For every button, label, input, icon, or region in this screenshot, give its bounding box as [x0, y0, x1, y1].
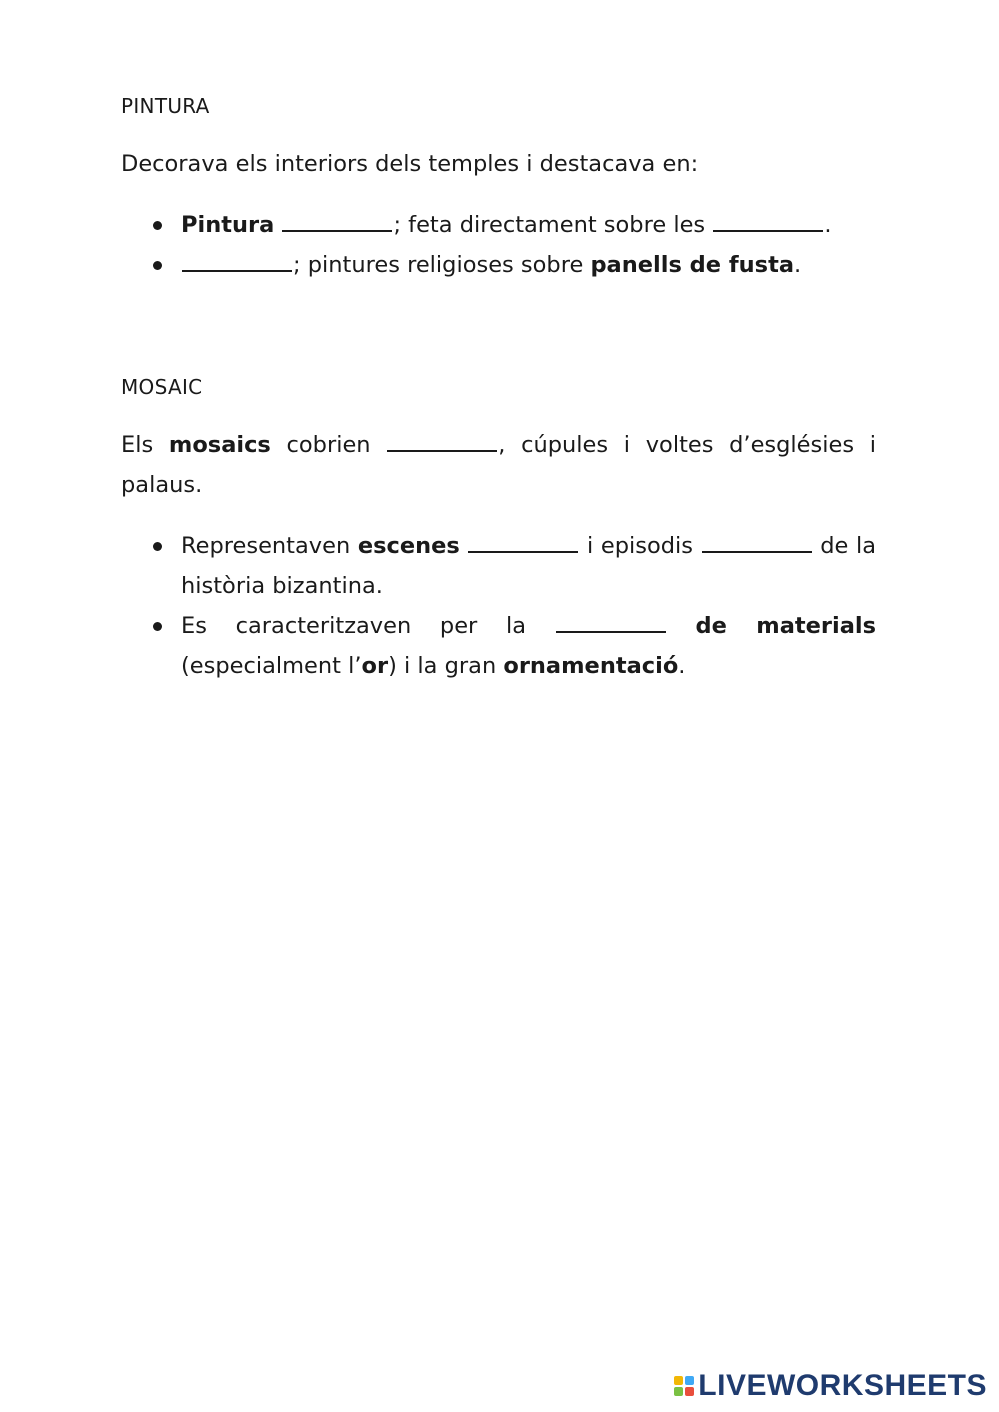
logo-text: LIVEWORKSHEETS — [698, 1369, 987, 1402]
section-heading-mosaic: MOSAIC — [121, 375, 203, 399]
section-heading-pintura: PINTURA — [121, 94, 210, 118]
blank-pintura-surface[interactable] — [713, 212, 823, 232]
logo-mark-icon — [674, 1376, 694, 1396]
mosaic-item-text: i episodis — [587, 533, 693, 559]
bullet-icon — [153, 622, 162, 631]
logo-square-icon — [685, 1387, 694, 1396]
punctuation: . — [794, 252, 802, 278]
blank-mosaic-walls[interactable] — [387, 432, 497, 452]
term-pintura: Pintura — [181, 212, 275, 238]
mosaic-item-text: ) i la gran — [388, 653, 497, 679]
logo-square-icon — [674, 1387, 683, 1396]
punctuation: . — [678, 653, 686, 679]
blank-mosaic-episodes[interactable] — [702, 533, 812, 553]
liveworksheets-logo — [674, 1368, 987, 1404]
mosaic-item-text: Es caracteritzaven per la — [181, 613, 527, 639]
list-item — [121, 205, 876, 245]
term-materials: de materials — [695, 613, 876, 639]
term-escenes: escenes — [357, 533, 460, 559]
logo-square-icon — [685, 1376, 694, 1385]
mosaic-item-text: (especialment l’ — [181, 653, 362, 679]
list-item — [121, 606, 876, 686]
term-mosaics: mosaics — [168, 432, 271, 458]
list-item — [121, 245, 876, 285]
intro-text: cobrien — [286, 432, 371, 458]
term-ornamentacio: ornamentació — [503, 653, 679, 679]
blank-mosaic-scenes[interactable] — [468, 533, 578, 553]
pintura-intro: Decorava els interiors dels temples i destacava en: — [121, 151, 699, 177]
mosaic-item-text: Representaven — [181, 533, 351, 559]
intro-text: , cúpules i voltes d’esglésies i palaus. — [121, 432, 877, 498]
mosaic-list — [121, 526, 876, 686]
blank-pintura-type[interactable] — [282, 212, 392, 232]
term-or: or — [361, 653, 389, 679]
pintura-list — [121, 205, 876, 285]
pintura-item-text: ; pintures religioses sobre — [293, 252, 584, 278]
logo-square-icon — [674, 1376, 683, 1385]
blank-mosaic-richness[interactable] — [556, 613, 666, 633]
bullet-icon — [153, 542, 162, 551]
pintura-item-text: ; feta directament sobre les — [393, 212, 706, 238]
bullet-icon — [153, 261, 162, 270]
term-panells: panells de fusta — [590, 252, 795, 278]
mosaic-intro — [121, 425, 876, 505]
punctuation: . — [824, 212, 832, 238]
mosaic-item-text: de la història bizantina. — [181, 533, 877, 599]
blank-pintura-icones[interactable] — [182, 252, 292, 272]
intro-text: Els — [121, 432, 154, 458]
list-item — [121, 526, 876, 606]
bullet-icon — [153, 221, 162, 230]
